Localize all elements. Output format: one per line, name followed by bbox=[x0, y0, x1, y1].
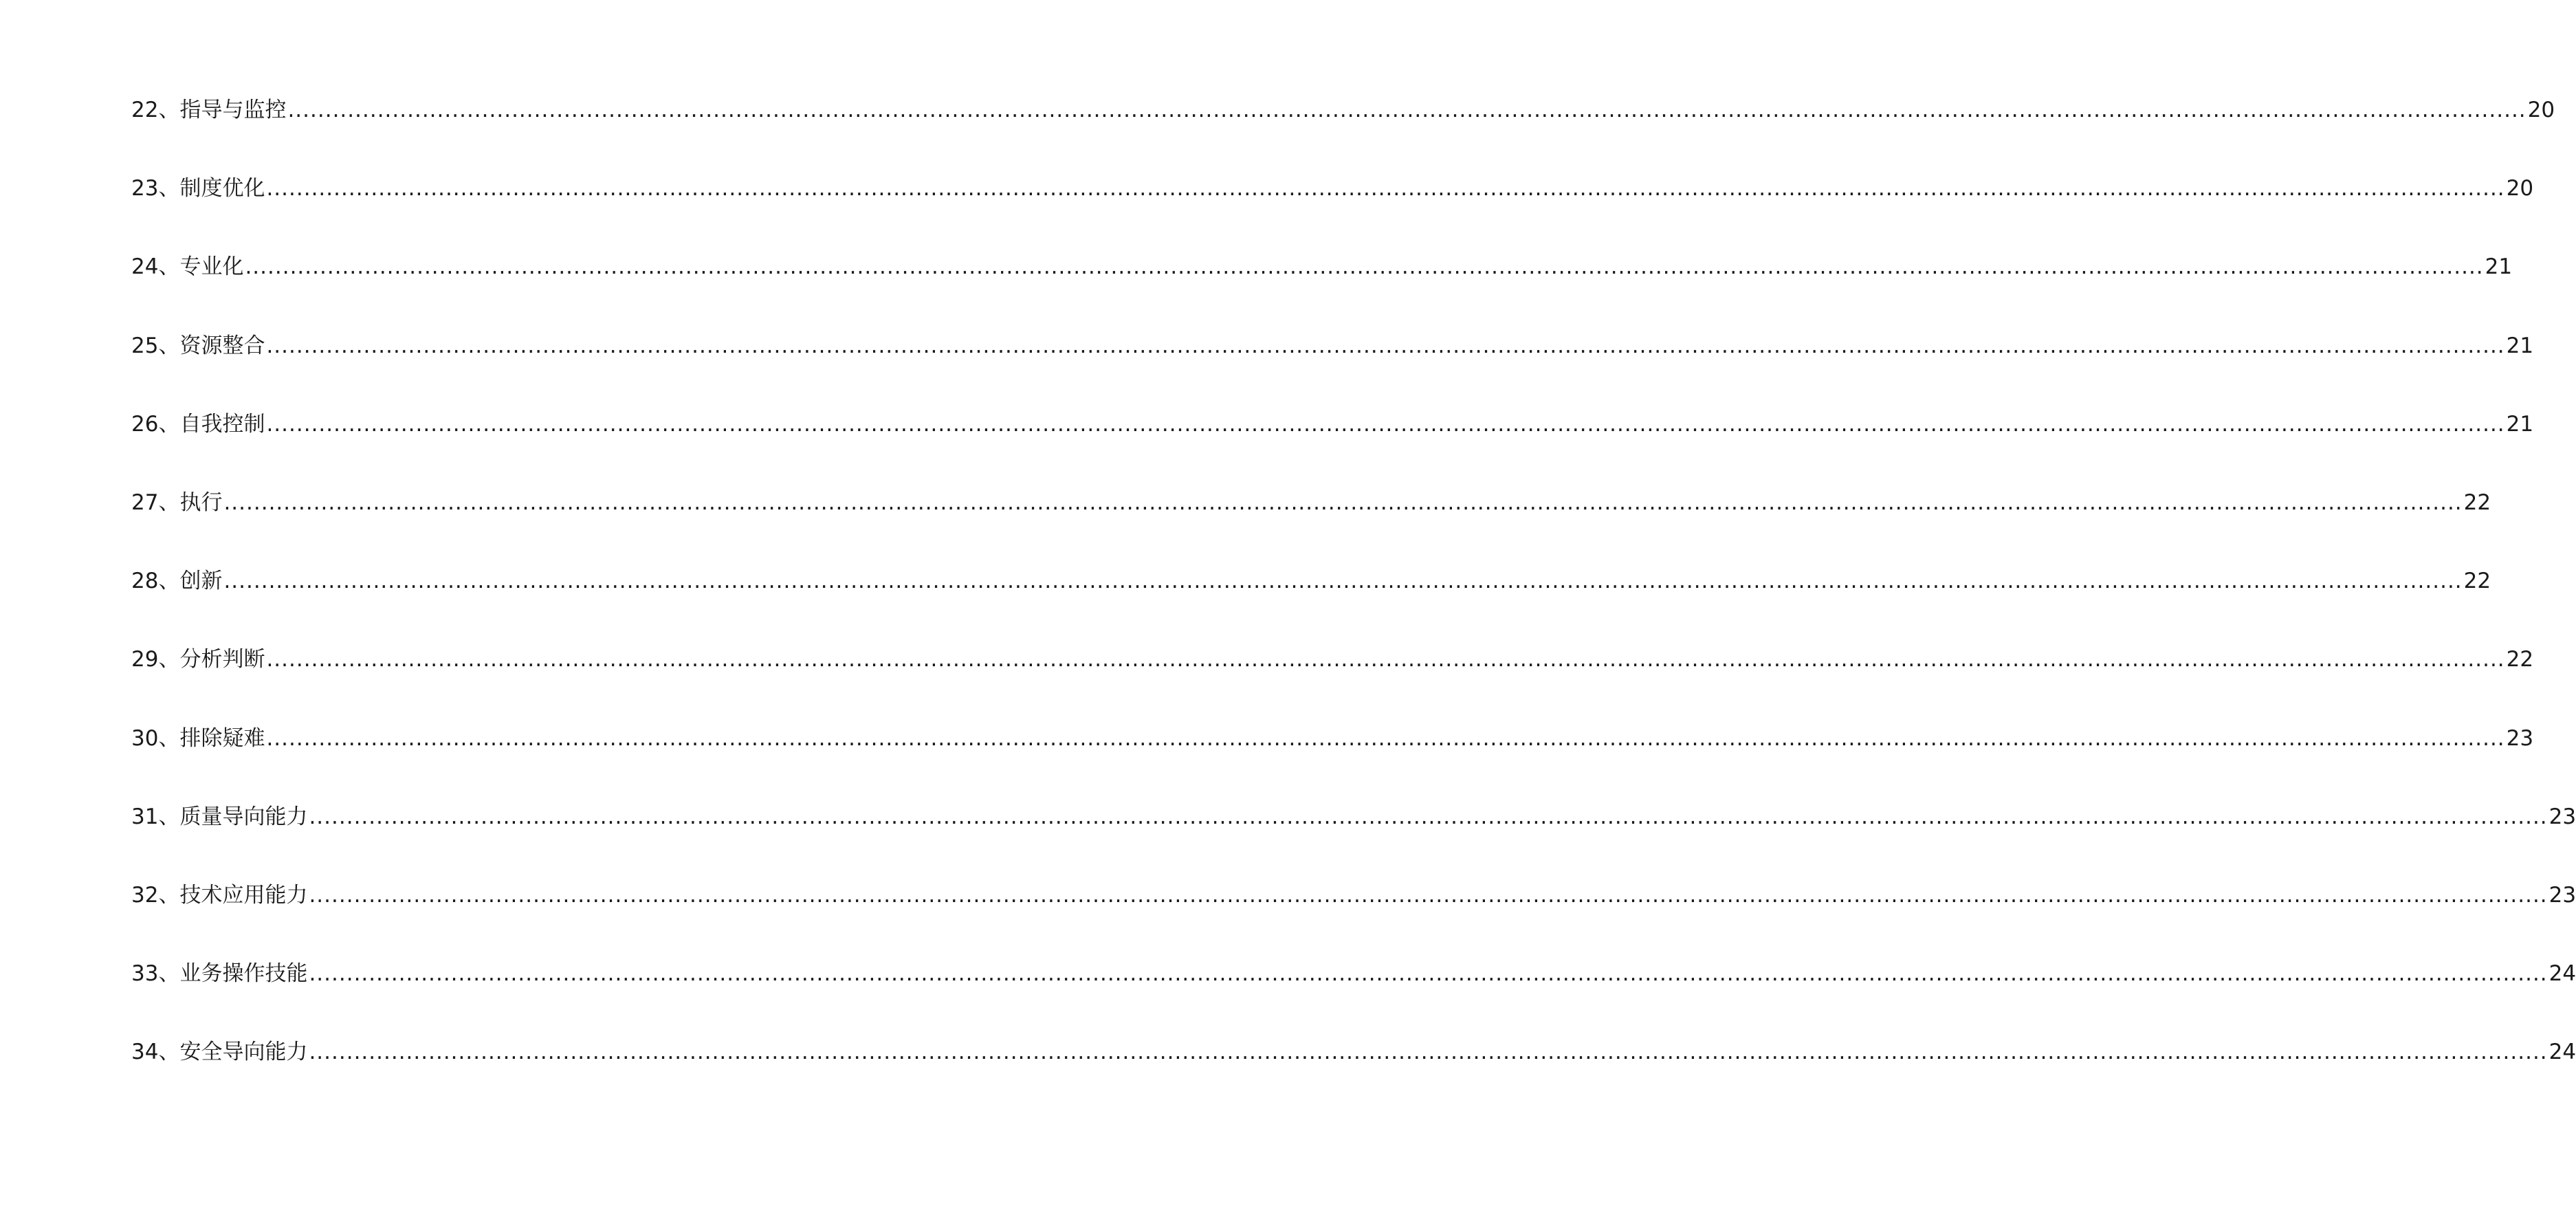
toc-entry[interactable] bbox=[131, 961, 2576, 1042]
toc-entry-title: 23、制度优化 bbox=[131, 176, 265, 201]
toc-entry-title: 25、资源整合 bbox=[131, 333, 265, 358]
toc-entry-title: 30、排除疑难 bbox=[131, 725, 265, 751]
toc-entry-title: 22、指导与监控 bbox=[131, 98, 287, 122]
toc-entry-title: 32、技术应用能力 bbox=[131, 882, 308, 908]
toc-page-number: 22 bbox=[2463, 569, 2491, 594]
table-of-contents bbox=[131, 98, 2576, 1120]
toc-page-number: 22 bbox=[2506, 647, 2534, 672]
dot-leader: ............................................................................................................................................................................................................................................................................................................ bbox=[309, 1040, 2548, 1065]
dot-leader: ............................................................................................................................................................................................................................................................................................................ bbox=[309, 961, 2548, 987]
dot-leader: ............................................................................................................................................................................................................................................................................................................ bbox=[266, 411, 2505, 437]
dot-leader: ............................................................................................................................................................................................................................................................................................................ bbox=[245, 254, 2484, 280]
toc-page-number: 23 bbox=[2549, 882, 2576, 908]
toc-entry[interactable] bbox=[131, 1040, 2576, 1120]
dot-leader: ............................................................................................................................................................................................................................................................................................................ bbox=[309, 882, 2548, 908]
toc-entry[interactable] bbox=[131, 490, 2491, 571]
toc-page-number: 23 bbox=[2506, 725, 2534, 751]
toc-entry[interactable] bbox=[131, 725, 2534, 807]
toc-entry[interactable] bbox=[131, 804, 2576, 885]
toc-entry-title: 28、创新 bbox=[131, 569, 223, 594]
dot-leader: ............................................................................................................................................................................................................................................................................................................ bbox=[287, 98, 2527, 122]
dot-leader: ............................................................................................................................................................................................................................................................................................................ bbox=[309, 804, 2548, 829]
dot-leader: ............................................................................................................................................................................................................................................................................................................ bbox=[266, 333, 2505, 358]
toc-page-number: 24 bbox=[2549, 1040, 2576, 1065]
dot-leader: ............................................................................................................................................................................................................................................................................................................ bbox=[266, 647, 2505, 672]
toc-entry-title: 27、执行 bbox=[131, 490, 223, 515]
toc-entry[interactable] bbox=[131, 411, 2534, 492]
toc-entry[interactable] bbox=[131, 254, 2513, 335]
toc-entry-title: 26、自我控制 bbox=[131, 411, 265, 437]
toc-page-number: 22 bbox=[2463, 490, 2491, 515]
toc-entry-title: 31、质量导向能力 bbox=[131, 804, 308, 829]
dot-leader: ............................................................................................................................................................................................................................................................................................................ bbox=[223, 490, 2463, 515]
dot-leader: ............................................................................................................................................................................................................................................................................................................ bbox=[266, 725, 2505, 751]
toc-entry-title: 34、安全导向能力 bbox=[131, 1040, 308, 1065]
toc-page-number: 24 bbox=[2549, 961, 2576, 987]
toc-page-number: 23 bbox=[2549, 804, 2576, 829]
toc-entry[interactable] bbox=[131, 882, 2576, 963]
toc-page-number: 20 bbox=[2527, 98, 2555, 122]
toc-page-number: 21 bbox=[2506, 411, 2534, 437]
toc-entry[interactable] bbox=[131, 333, 2534, 414]
toc-entry[interactable] bbox=[131, 176, 2534, 256]
toc-entry[interactable] bbox=[131, 98, 2555, 178]
dot-leader: ............................................................................................................................................................................................................................................................................................................ bbox=[266, 176, 2505, 201]
dot-leader: ............................................................................................................................................................................................................................................................................................................ bbox=[223, 569, 2463, 594]
toc-entry-title: 24、专业化 bbox=[131, 254, 244, 280]
toc-page-number: 21 bbox=[2485, 254, 2513, 280]
toc-entry-title: 33、业务操作技能 bbox=[131, 961, 308, 987]
toc-page-number: 20 bbox=[2506, 176, 2534, 201]
toc-entry-title: 29、分析判断 bbox=[131, 647, 265, 672]
toc-entry[interactable] bbox=[131, 647, 2534, 727]
toc-page-number: 21 bbox=[2506, 333, 2534, 358]
toc-entry[interactable] bbox=[131, 569, 2491, 649]
